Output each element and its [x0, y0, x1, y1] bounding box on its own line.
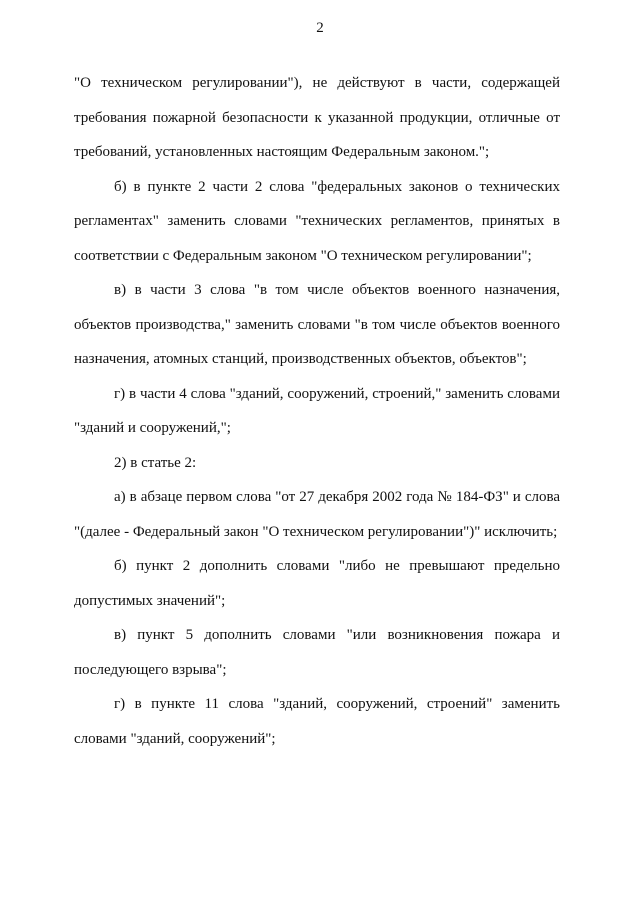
paragraph-item-g-part4: г) в части 4 слова "зданий, сооружений, строений," заменить словами "зданий и сооружений,";	[74, 385, 560, 436]
paragraph-item-b-point2: б) пункт 2 дополнить словами "либо не превышают предельно допустимых значений";	[74, 558, 560, 609]
paragraph-item-v-point5: в) пункт 5 дополнить словами "или возникновения пожара и последующего взрыва";	[74, 627, 560, 678]
paragraph-article-2: 2) в статье 2:	[114, 454, 197, 471]
page-number: 2	[316, 20, 324, 36]
paragraph-item-b-part2: б) в пункте 2 части 2 слова "федеральных законов о технических регламентах" заменить словами "технических регламентов, принятых в соответствии с Федеральным законом "О техническом регулировании";	[74, 178, 560, 264]
paragraph-item-g-point11: г) в пункте 11 слова "зданий, сооружений, строений" заменить словами "зданий, сооружений";	[74, 696, 560, 747]
paragraph-item-v-part3: в) в части 3 слова "в том числе объектов военного назначения, объектов производства," заменить словами "в том числе объектов военного назначения, атомных станций, производственных объектов, объектов";	[74, 282, 560, 367]
paragraph-continuation: "О техническом регулировании"), не действуют в части, содержащей требования пожарной безопасности к указанной продукции, отличные от требований, установленных настоящим Федеральным законом.";	[74, 75, 560, 160]
paragraph-item-a-first-abzac: а) в абзаце первом слова "от 27 декабря 2002 года № 184-ФЗ" и слова "(далее - Федеральный закон "О техническом регулировании")" исключить;	[74, 489, 560, 540]
document-body	[74, 66, 560, 756]
